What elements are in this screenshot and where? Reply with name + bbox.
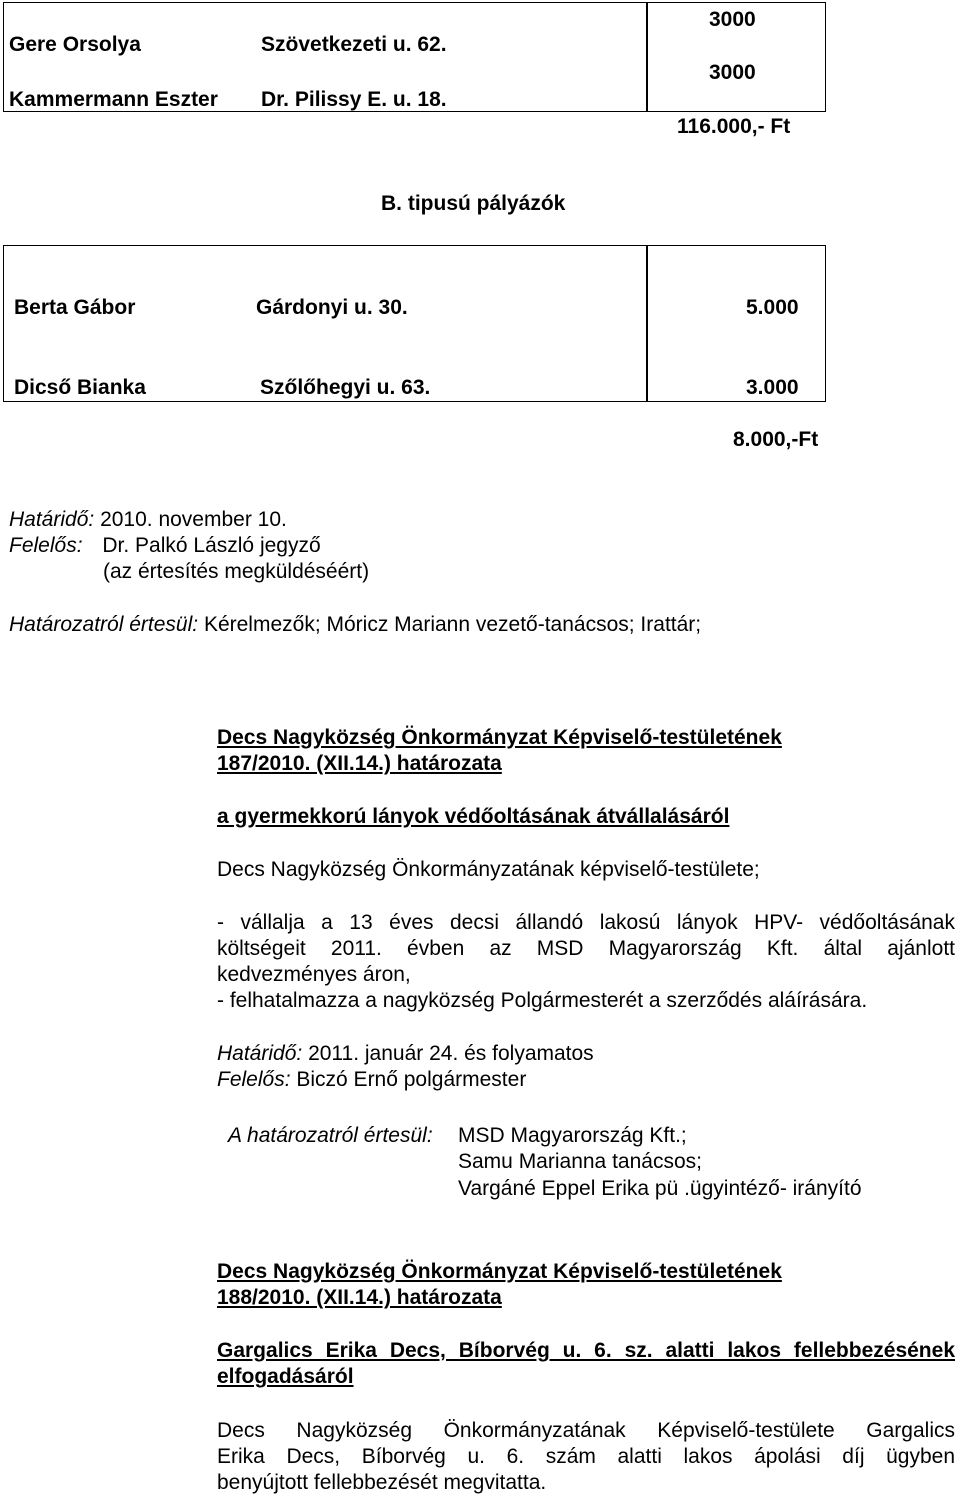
table-b-heading: B. tipusú pályázók: [381, 192, 566, 215]
table-b-row1-amount: 5.000: [746, 296, 799, 319]
resolution-187-notify-value-3: Vargáné Eppel Erika pü .ügyintéző- irányító: [458, 1177, 862, 1200]
resolution-187-title-line2: 187/2010. (XII.14.) határozata: [217, 752, 502, 775]
resolution-188-title-line2: 188/2010. (XII.14.) határozata: [217, 1286, 502, 1309]
resolution-188-title-line1: Decs Nagyközség Önkormányzat Képviselő-testületének: [217, 1260, 782, 1283]
resolution-187-responsible-value: Biczó Ernő polgármester: [296, 1068, 527, 1091]
table-a-row2-name: Kammermann Eszter: [9, 88, 218, 111]
table-b-row1-name: Berta Gábor: [14, 296, 136, 319]
resolution-187-deadline: [217, 1043, 594, 1064]
resolution-187-body-line4: - felhatalmazza a nagyközség Polgármesterét a szerződés aláírására.: [217, 989, 868, 1012]
resolution-187-body-line1: - vállalja a 13 éves decsi állandó lakosú lányok HPV- védőoltásának: [217, 911, 955, 934]
resolution-187-deadline-label: Határidő:: [217, 1042, 303, 1065]
resolution-187-responsible-label: Felelős:: [217, 1068, 291, 1091]
resolution-187-title-line1: Decs Nagyközség Önkormányzat Képviselő-testületének: [217, 726, 782, 749]
resolution-187-responsible: [217, 1069, 526, 1090]
resolution-187-notify-value-1: MSD Magyarország Kft.;: [458, 1124, 687, 1147]
responsible-note: (az értesítés megküldéséért): [103, 560, 370, 583]
resolution-188-body-line3: benyújtott fellebbezését megvitatta.: [217, 1471, 547, 1494]
resolution-187-subject: a gyermekkorú lányok védőoltásának átvállalásáról: [217, 805, 730, 828]
table-a-row1-name: Gere Orsolya: [9, 33, 141, 56]
resolution-187-notify-value-2: Samu Marianna tanácsos;: [458, 1150, 702, 1173]
deadline-value: 2010. november 10.: [100, 508, 287, 531]
resolution-188-body-line2: Erika Decs, Bíborvég u. 6. szám alatti lakos ápolási díj ügyben: [217, 1445, 955, 1468]
deadline-line-1: [9, 509, 287, 530]
resolution-187-intro: Decs Nagyközség Önkormányzatának képviselő-testülete;: [217, 858, 760, 881]
table-b-total: 8.000,-Ft: [733, 428, 819, 451]
responsible-value: Dr. Palkó László jegyző: [102, 534, 321, 557]
resolution-188-body-line1: Decs Nagyközség Önkormányzatának Képviselő-testülete Gargalics: [217, 1419, 955, 1442]
responsible-line-1: [9, 535, 321, 556]
notify-label: Határozatról értesül:: [9, 613, 199, 636]
resolution-187-deadline-value: 2011. január 24. és folyamatos: [308, 1042, 594, 1065]
table-b-row2-name: Dicső Bianka: [14, 376, 146, 399]
resolution-188-subject-line1: Gargalics Erika Decs, Bíborvég u. 6. sz. alatti lakos fellebbezésének: [217, 1339, 955, 1362]
table-a-row1-address: Szövetkezeti u. 62.: [261, 33, 447, 56]
table-a-row2-amount: 3000: [709, 61, 756, 84]
table-a-row1-amount: 3000: [709, 8, 756, 31]
resolution-187-notify-label: A határozatról értesül:: [228, 1124, 433, 1147]
resolution-187-body-line2: költségeit 2011. évben az MSD Magyarország Kft. által ajánlott: [217, 937, 955, 960]
table-b-row1-address: Gárdonyi u. 30.: [256, 296, 408, 319]
resolution-188-subject-line2: elfogadásáról: [217, 1365, 354, 1388]
resolution-187-body-line3: kedvezményes áron,: [217, 963, 411, 986]
notify-value: Kérelmezők; Móricz Mariann vezető-tanácsos; Irattár;: [203, 613, 702, 636]
notify-line-1: [9, 614, 701, 635]
table-b-row2-amount: 3.000: [746, 376, 799, 399]
table-a-row2-address: Dr. Pilissy E. u. 18.: [261, 88, 447, 111]
responsible-label: Felelős:: [9, 534, 83, 557]
deadline-label: Határidő:: [9, 508, 95, 531]
table-b-row2-address: Szőlőhegyi u. 63.: [260, 376, 431, 399]
table-b-amount-border: [646, 245, 826, 402]
table-a-total: 116.000,- Ft: [677, 115, 791, 138]
